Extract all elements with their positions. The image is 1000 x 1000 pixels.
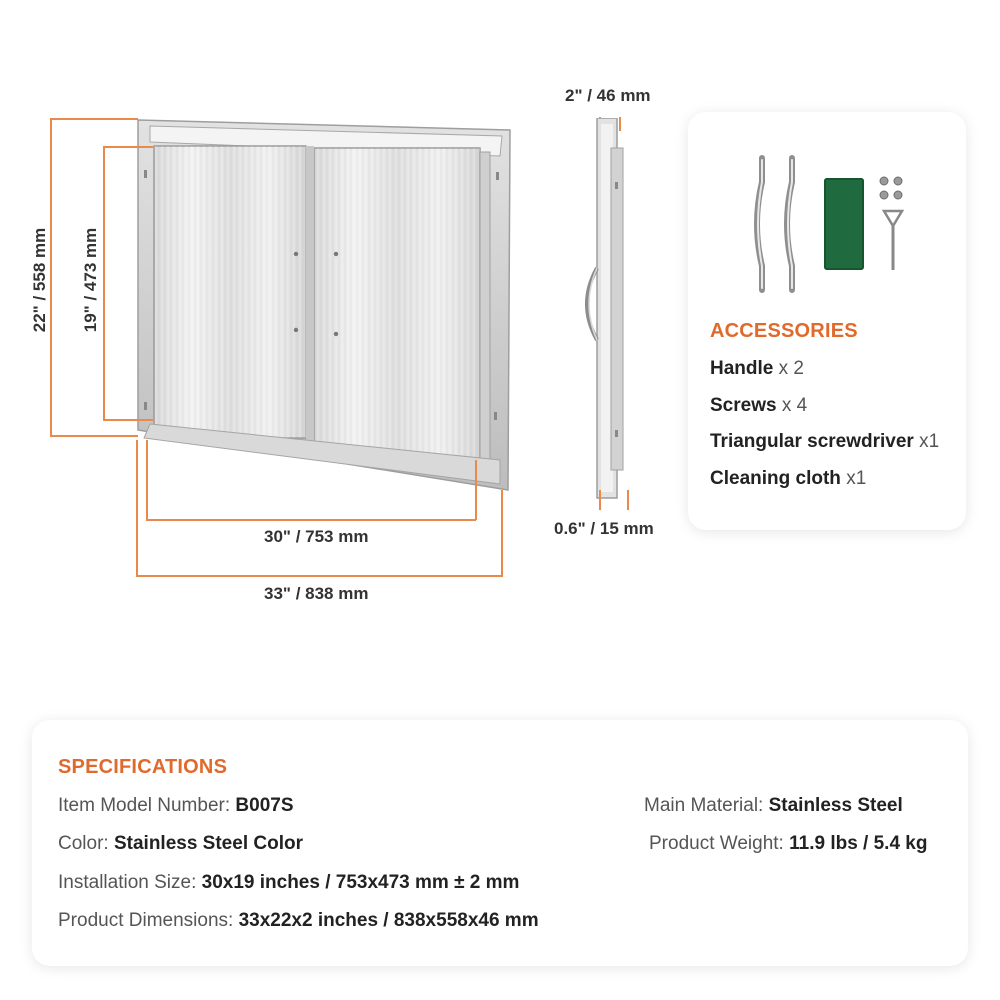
inner-width-line: [146, 519, 476, 521]
thickness-line: [599, 490, 601, 510]
accessory-qty: x1: [846, 468, 867, 489]
spec-installation-label: Installation Size:: [58, 872, 197, 893]
accessory-qty: x 2: [778, 358, 804, 379]
outer-width-line: [136, 575, 502, 577]
spec-weight-value: 11.9 lbs / 5.4 kg: [789, 833, 928, 854]
spec-color-label: Color:: [58, 833, 109, 854]
accessories-card: [688, 112, 966, 530]
accessory-name: Triangular screwdriver: [710, 431, 914, 452]
spec-color: [58, 833, 303, 855]
specifications-card: [32, 720, 968, 966]
accessory-name: Cleaning cloth: [710, 468, 841, 489]
spec-weight: [649, 833, 927, 855]
spec-model-value: B007S: [235, 795, 294, 816]
accessory-name: Handle: [710, 358, 774, 379]
screwdriver-icon: [880, 208, 906, 274]
depth-label: 2" / 46 mm: [565, 86, 651, 105]
outer-height-label: 22" / 558 mm: [30, 227, 49, 333]
double-door-illustration: [130, 112, 520, 497]
spec-model: [58, 795, 294, 817]
accessory-item: [710, 468, 866, 490]
spec-model-label: Item Model Number:: [58, 795, 231, 816]
accessory-name: Screws: [710, 395, 777, 416]
cleaning-cloth-icon: [824, 178, 864, 270]
accessory-item: [710, 395, 807, 417]
spec-material: [644, 795, 903, 817]
spec-material-value: Stainless Steel: [768, 795, 903, 816]
spec-color-value: Stainless Steel Color: [113, 833, 303, 854]
accessory-qty: x 4: [781, 395, 808, 416]
spec-installation: [58, 872, 519, 894]
side-profile-illustration: [575, 118, 635, 500]
spec-installation-value: 30x19 inches / 753x473 mm ± 2 mm: [201, 872, 520, 893]
thickness-label: 0.6" / 15 mm: [554, 519, 654, 538]
accessory-item: [710, 431, 939, 453]
inner-height-line: [103, 146, 105, 420]
spec-dimensions-label: Product Dimensions:: [58, 910, 234, 931]
accessory-qty: x1: [919, 431, 940, 452]
spec-dimensions: [58, 910, 539, 932]
outer-height-line: [50, 118, 52, 436]
accessories-title: ACCESSORIES: [710, 320, 858, 342]
inner-height-label: 19" / 473 mm: [81, 227, 100, 333]
spec-dimensions-value: 33x22x2 inches / 838x558x46 mm: [238, 910, 539, 931]
spec-material-label: Main Material:: [644, 795, 764, 816]
handle-icon: [748, 152, 818, 297]
specifications-title: SPECIFICATIONS: [58, 756, 228, 778]
screws-icon: [874, 174, 910, 204]
inner-width-label: 30" / 753 mm: [264, 527, 369, 546]
accessory-item: [710, 358, 804, 380]
outer-width-label: 33" / 838 mm: [264, 584, 369, 603]
spec-weight-label: Product Weight:: [649, 833, 784, 854]
